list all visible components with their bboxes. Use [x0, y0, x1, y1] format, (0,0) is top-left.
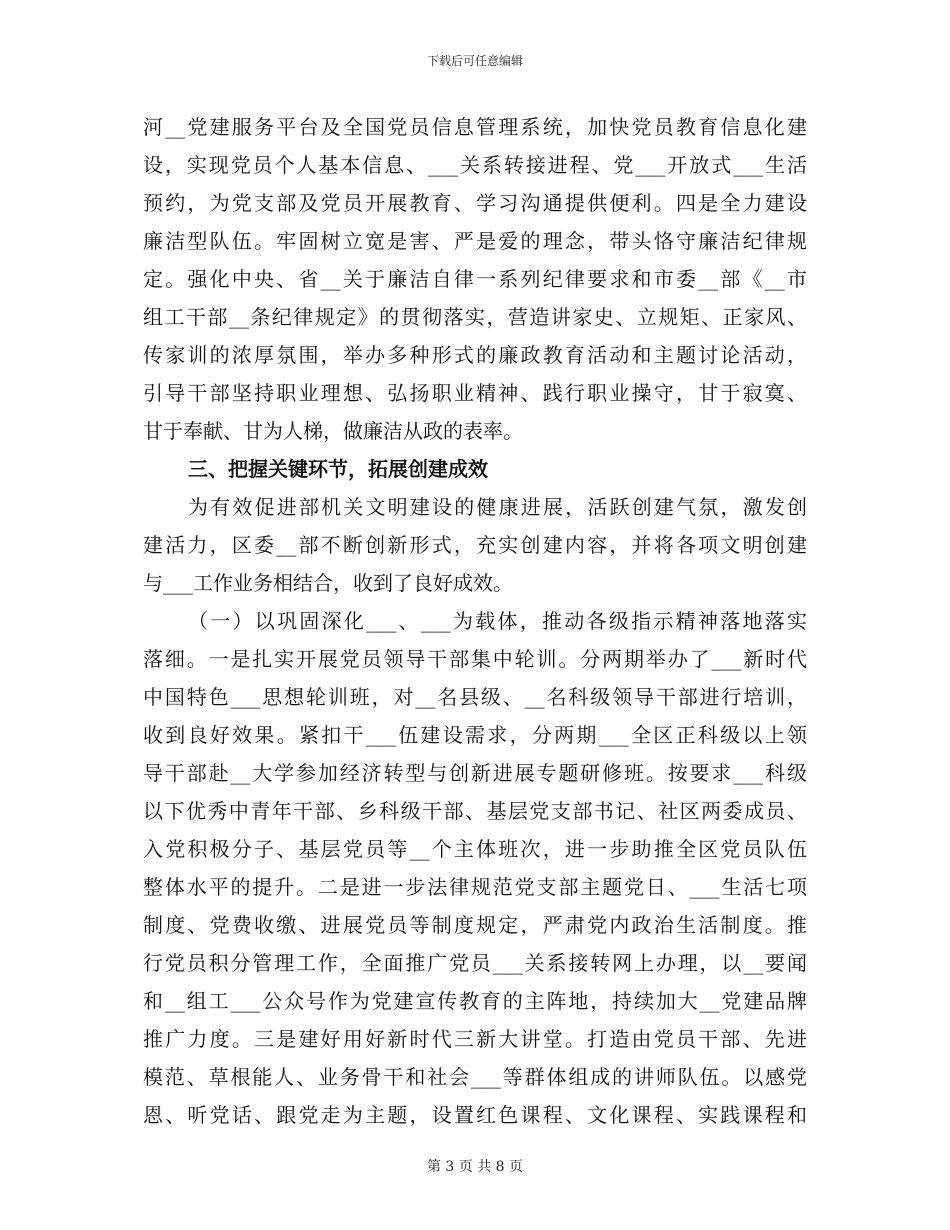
- page-number: 第 3 页 共 8 页: [426, 1159, 524, 1175]
- text-line: 模范、草根能人、业务骨干和社会___等群体组成的讲师队伍。以感党: [143, 1065, 807, 1089]
- text-line: 中国特色___思想轮训班，对__名县级、__名科级领导干部进行培训，: [143, 685, 807, 709]
- text-line: 以下优秀中青年干部、乡科级干部、基层党支部书记、社区两委成员、: [143, 799, 807, 823]
- text-line: 建活力，区委__部不断创新形式，充实创建内容，并将各项文明创建: [143, 533, 807, 557]
- text-line: 定。强化中央、省__关于廉洁自律一系列纪律要求和市委__部《__市: [143, 267, 807, 291]
- text-line: 推广力度。三是建好用好新时代三新大讲堂。打造由党员干部、先进: [143, 1027, 807, 1051]
- text-line: 行党员积分管理工作，全面推广党员___关系接转网上办理，以__要闻: [143, 951, 807, 975]
- text-line: 预约，为党支部及党员开展教育、学习沟通提供便利。四是全力建设: [143, 191, 807, 215]
- text-line: 制度、党费收缴、进展党员等制度规定，严肃党内政治生活制度。推: [143, 913, 807, 937]
- text-line: （一）以巩固深化___、___为载体，推动各级指示精神落地落实: [188, 609, 807, 633]
- text-line: 河__党建服务平台及全国党员信息管理系统，加快党员教育信息化建: [143, 115, 807, 139]
- text-line: 和__组工___公众号作为党建宣传教育的主阵地，持续加大__党建品牌: [143, 989, 807, 1013]
- text-line: 传家训的浓厚氛围，举办多种形式的廉政教育活动和主题讨论活动，: [143, 343, 807, 367]
- text-line: 与___工作业务相结合，收到了良好成效。: [143, 571, 513, 595]
- text-line: 恩、听党话、跟党走为主题，设置红色课程、文化课程、实践课程和: [143, 1103, 807, 1127]
- section-heading: 三、把握关键环节，拓展创建成效: [188, 457, 488, 481]
- text-line: 收到良好效果。紧扣干___伍建设需求，分两期___全区正科级以上领: [143, 723, 807, 747]
- text-line: 落细。一是扎实开展党员领导干部集中轮训。分两期举办了___新时代: [143, 647, 807, 671]
- text-line: 整体水平的提升。二是进一步法律规范党支部主题党日、___生活七项: [143, 875, 807, 899]
- text-line: 设，实现党员个人基本信息、___关系转接进程、党___开放式___生活: [143, 153, 807, 177]
- text-line: 入党积极分子、基层党员等__个主体班次，进一步助推全区党员队伍: [143, 837, 807, 861]
- text-line: 廉洁型队伍。牢固树立宽是害、严是爱的理念，带头恪守廉洁纪律规: [143, 229, 807, 253]
- text-line: 引导干部坚持职业理想、弘扬职业精神、践行职业操守，甘于寂寞、: [143, 381, 807, 405]
- text-line: 导干部赴__大学参加经济转型与创新进展专题研修班。按要求___科级: [143, 761, 807, 785]
- page-header: 下载后可任意编辑: [426, 54, 523, 68]
- text-line: 甘于奉献、甘为人梯，做廉洁从政的表率。: [143, 419, 523, 443]
- text-line: 组工干部__条纪律规定》的贯彻落实，营造讲家史、立规矩、正家风、: [143, 305, 807, 329]
- text-line: 为有效促进部机关文明建设的健康进展，活跃创建气氛，激发创: [188, 495, 807, 519]
